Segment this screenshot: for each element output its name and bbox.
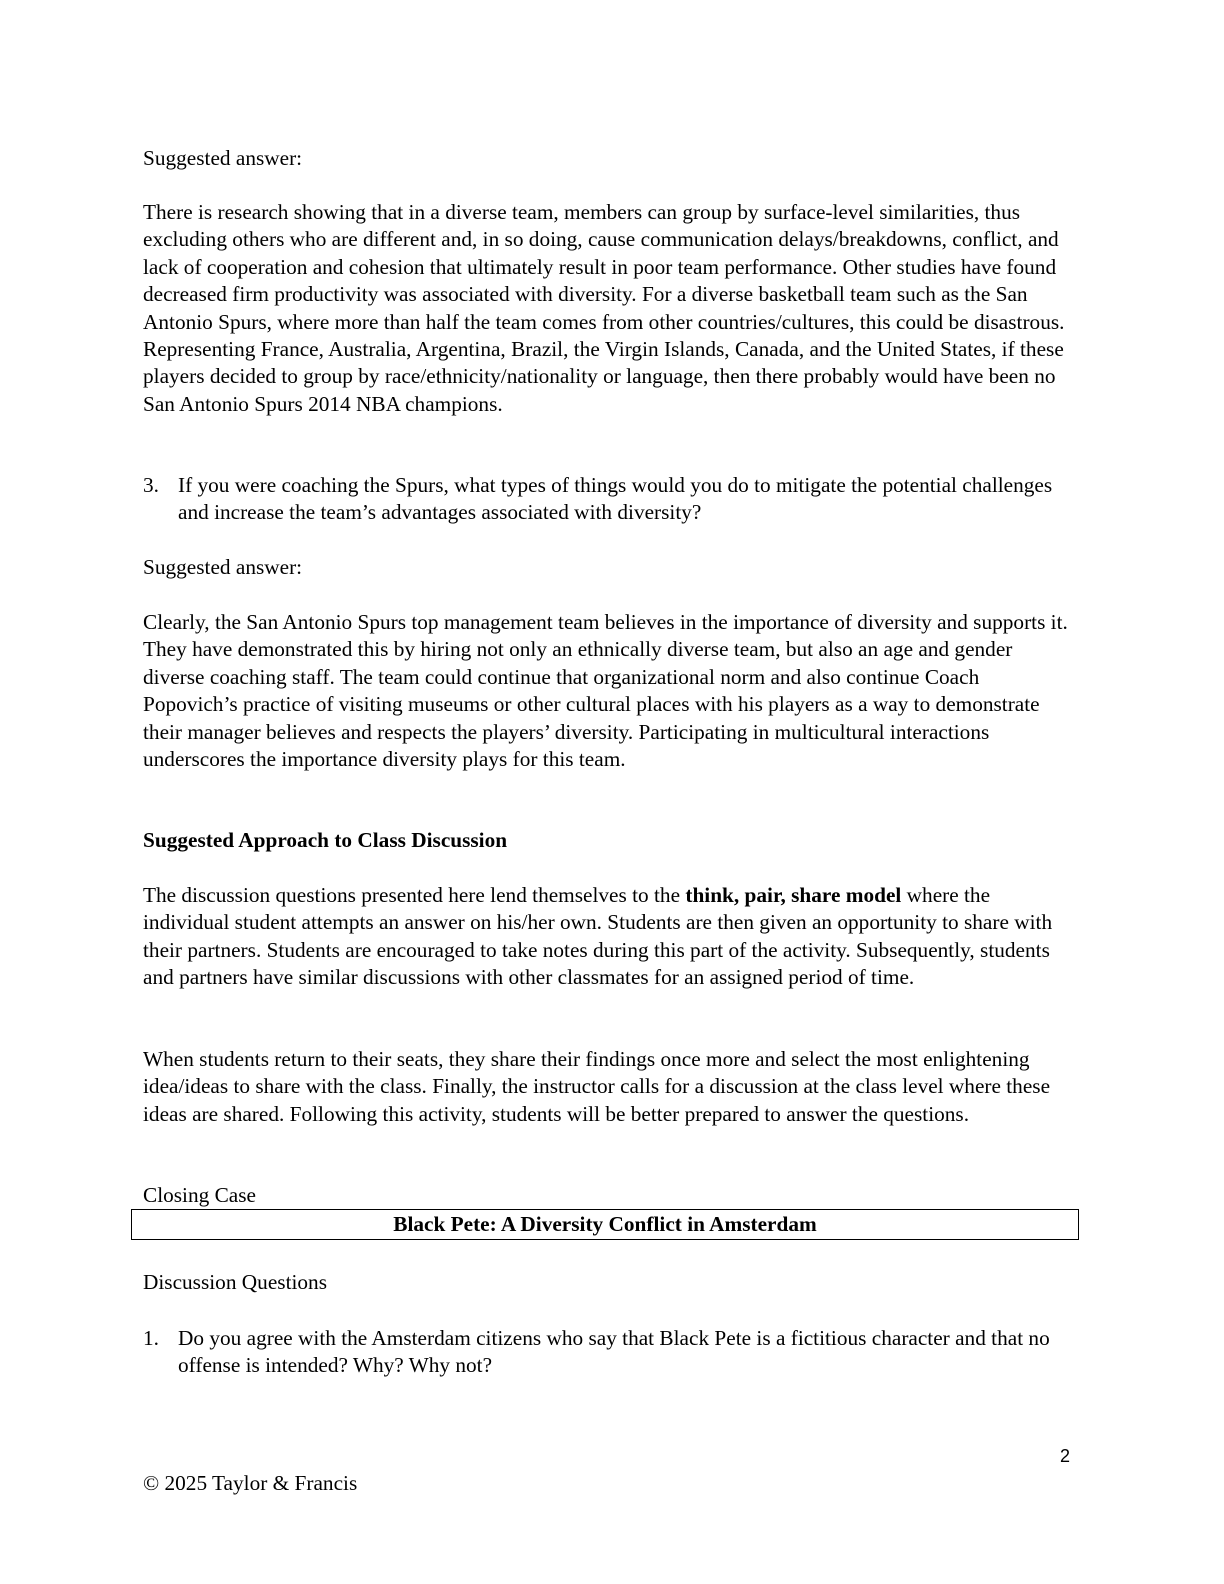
closing-case-label: Closing Case (143, 1183, 256, 1207)
think-pair-share-emphasis: think, pair, share model (685, 883, 902, 907)
closing-question-1-number: 1. (143, 1326, 159, 1350)
class-discussion-paragraph-2: When students return to their seats, they share their findings once more and select the most enlightening idea/ideas to share with the class. Finally, the instructor calls for a discussion at the class level where these ideas are shared. Following this activity, students will be better prepared to answer the questions. (143, 1047, 1051, 1126)
suggested-answer-label-2: Suggested answer: (143, 555, 303, 579)
suggested-answer-body-1: There is research showing that in a diverse team, members can group by surface-level similarities, thus excluding others who are different and, in so doing, cause communication delays/breakdowns, conflict, and lack of cooperation and cohesion that ultimately result in poor team performance. Other studies have found decreased firm productivity was associated with diversity. For a diverse basketball team such as the San Antonio Spurs, where more than half the team comes from other countries/cultures, this could be disastrous. Representing France, Australia, Argentina, Brazil, the Virgin Islands, Canada, and the United States, if these players decided to group by race/ethnicity/nationality or language, then there probably would have been no San Antonio Spurs 2014 NBA champions. (143, 200, 1065, 416)
closing-case-title-box: Black Pete: A Diversity Conflict in Amsterdam (131, 1209, 1079, 1240)
suggested-answer-label-1: Suggested answer: (143, 146, 303, 170)
closing-question-1 (143, 1325, 1073, 1380)
class-discussion-paragraph-1 (143, 882, 1073, 992)
class-discussion-para1-end: where the individual student attempts an answer on his/her own. Students are then given an opportunity to share with their partners. Students are encouraged to take notes during this part of the activity. Subsequently, students and partners have similar discussions with other classmates for an assigned period of time. (143, 883, 1053, 990)
question-3 (143, 472, 1073, 527)
discussion-questions-label: Discussion Questions (143, 1270, 327, 1294)
copyright-footer: © 2025 Taylor & Francis (143, 1471, 358, 1495)
question-3-text: If you were coaching the Spurs, what types of things would you do to mitigate the potential challenges and increase the team’s advantages associated with diversity? (178, 473, 1053, 525)
class-discussion-para1-start: The discussion questions presented here lend themselves to the (143, 883, 686, 907)
suggested-answer-body-2: Clearly, the San Antonio Spurs top management team believes in the importance of diversity and supports it. They have demonstrated this by hiring not only an ethnically diverse team, but also an age and gender diverse coaching staff. The team could continue that organizational norm and also continue Coach Popovich’s practice of visiting museums or other cultural places with his players as a way to demonstrate their manager believes and respects the players’ diversity. Participating in multicultural interactions underscores the importance diversity plays for this team. (143, 610, 1068, 772)
closing-question-1-text: Do you agree with the Amsterdam citizens who say that Black Pete is a fictitious character and that no offense is intended? Why? Why not? (178, 1326, 1050, 1378)
class-discussion-heading: Suggested Approach to Class Discussion (143, 828, 508, 852)
page-number: 2 (1059, 1446, 1070, 1466)
question-3-number: 3. (143, 473, 159, 497)
